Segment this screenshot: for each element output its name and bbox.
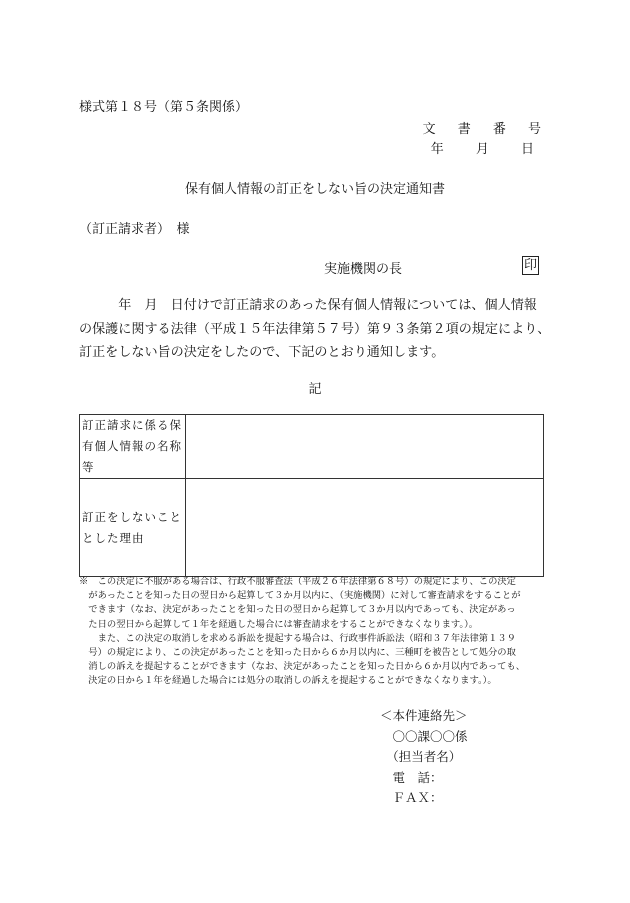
row-label-line: とした理由 xyxy=(82,530,145,545)
note-line: た日の翌日から起算して１年を経過した場合には審査請求をすることができなくなります。）。 xyxy=(79,618,479,630)
sender-name: 実施機関の長 xyxy=(324,262,403,277)
note-line: 号）の規定により、この決定があったことを知った日から６か月以内に、三種町を被告として処分の取 xyxy=(79,647,516,659)
notice-body-line: の保護に関する法律（平成１５年法律第５７号）第９３条第２項の規定により、 xyxy=(79,321,551,337)
note-line: 決定の日から１年を経過した場合には処分の取消しの訴えを提起することができなくなります。）。 xyxy=(79,675,497,687)
table-row xyxy=(80,415,544,479)
document-date: 年 月 日 xyxy=(430,142,548,157)
note-line: があったことを知った日の翌日から起算して３か月以内に、（実施機関）に対して審査請求をすることが xyxy=(79,590,521,602)
notice-body-line: 訂正をしない旨の決定をしたので、下記のとおり通知します。 xyxy=(79,345,445,360)
row-label-line: 有個人情報の名称 xyxy=(82,439,182,453)
contact-section: 〇〇課〇〇係 xyxy=(380,728,468,744)
seal-stamp: 印 xyxy=(524,258,538,273)
notice-body-line: 年 月 日付けで訂正請求のあった保有個人情報については、個人情報 xyxy=(79,298,537,313)
note-line: ※ この決定に不服がある場合は、行政不服審査法（平成２６年法律第６８号）の規定により、この決定 xyxy=(79,576,516,587)
contact-person: （担当者名） xyxy=(380,749,462,764)
row-label-info-name xyxy=(80,415,186,479)
table-row xyxy=(80,479,544,577)
document-number: 文 書 番 号 xyxy=(422,122,550,137)
appeal-notes xyxy=(79,575,549,689)
row-value-info-name[interactable] xyxy=(186,415,544,479)
note-line: また、この決定の取消しを求める訴訟を提起する場合は、行政事件訴訟法（昭和３７年法律第１３９ xyxy=(79,632,516,644)
document-title: 保有個人情報の訂正をしない旨の決定通知書 xyxy=(184,182,445,197)
row-label-line: 訂正をしないこと xyxy=(82,509,182,524)
contact-heading: ＜本件連絡先＞ xyxy=(380,708,468,723)
row-label-reason xyxy=(80,479,186,577)
row-label-line: 等 xyxy=(82,460,95,474)
ki-heading: 記 xyxy=(308,382,322,397)
note-line: できます（なお、決定があったことを知った日の翌日から起算して３か月以内であっても、決定があっ xyxy=(79,604,516,616)
contact-block xyxy=(380,706,468,809)
form-number: 様式第１８号（第５条関係） xyxy=(79,100,249,115)
contact-fax: ＦＡＸ： xyxy=(380,790,443,805)
note-line: 消しの訴えを提起することができます（なお、決定があったことを知った日から６か月以内であっても、 xyxy=(79,661,526,673)
notice-body xyxy=(79,294,551,365)
row-label-line: 訂正請求に係る保 xyxy=(82,418,182,432)
row-value-reason[interactable] xyxy=(186,479,544,577)
contact-phone: 電 話： xyxy=(380,769,443,785)
detail-table xyxy=(79,414,544,577)
recipient-line: （訂正請求者） 様 xyxy=(79,222,190,237)
